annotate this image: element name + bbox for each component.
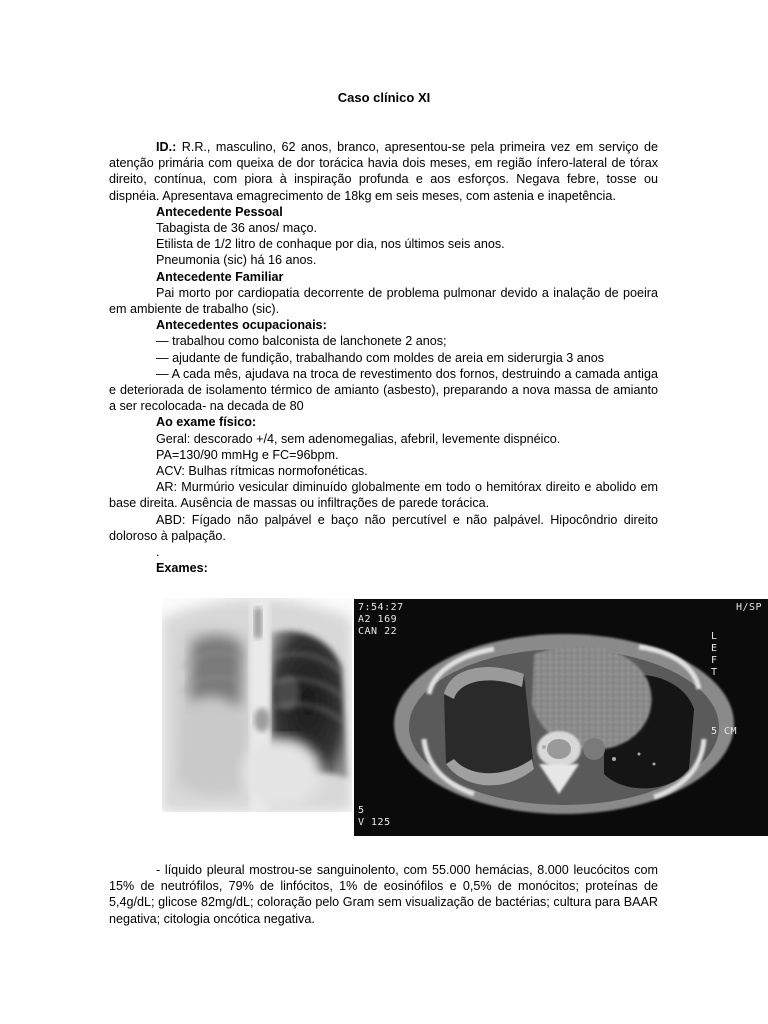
occupational-item: — A cada mês, ajudava na troca de revestimento dos fornos, destruindo a camada antiga e deteriorada de isolamento térmico de amianto (asbesto), preparando a nova massa de amianto a ser recolocada- na decada de 80 — [109, 366, 658, 414]
lab-results — [109, 862, 658, 927]
personal-history-line: Etilista de 1/2 litro de conhaque por dia, nos últimos seis anos. — [156, 237, 505, 252]
exam-line: PA=130/90 mmHg e FC=96bpm. — [156, 447, 339, 462]
occupational-item: — trabalhou como balconista de lanchonete 2 anos; — [156, 334, 447, 349]
page-title: Caso clínico XI — [337, 90, 431, 105]
exam-line: Geral: descorado +/4, sem adenomegalias, afebril, levemente dispnéico. — [156, 431, 561, 446]
pleural-fluid-text: - líquido pleural mostrou-se sanguinolento, com 55.000 hemácias, 8.000 leucócitos com 15% de neutrófilos, 79% de linfócitos, 1% de eosinófilos e 0,5% de monócitos; proteínas de 5,4g/dL; glicose 82mg/dL; coloração pelo Gram sem visualização de bactérias; cultura para BAAR negativa; citologia oncótica negativa. — [109, 863, 658, 926]
exam-line: ACV: Bulhas rítmicas normofonéticas. — [156, 464, 368, 479]
exam-abd: ABD: Fígado não palpável e baço não percutível e não palpável. Hipocôndrio direito doloroso à palpação. — [109, 512, 658, 543]
chest-ct-image — [354, 599, 768, 836]
chest-xray-image — [162, 598, 352, 812]
heading-exame-fisico: Ao exame físico: — [156, 415, 257, 430]
heading-antecedentes-ocupacionais: Antecedentes ocupacionais: — [156, 318, 327, 333]
id-paragraph — [109, 139, 658, 204]
heading-antecedente-familiar: Antecedente Familiar — [156, 269, 284, 284]
heading-exames: Exames: — [156, 561, 208, 576]
family-history-text: Pai morto por cardiopatia decorrente de problema pulmonar devido a inalação de poeira em ambiente de trabalho (sic). — [109, 285, 658, 317]
personal-history-line: Pneumonia (sic) há 16 anos. — [156, 253, 317, 268]
occupational-item: — ajudante de fundição, trabalhando com moldes de areia em siderurgia 3 anos — [156, 350, 605, 365]
ct-info-top-left: 7:54:27 A2 169 CAN 22 — [358, 602, 404, 637]
id-text: R.R., masculino, 62 anos, branco, apresentou-se pela primeira vez em serviço de atenção primária com queixa de dor torácica havia dois meses, em região ínfero-lateral de tórax direito, contínua, com piora à inspiração profunda e aos esforços. Negava febre, tosse ou dispnéia. Apresentava emagrecimento de 18kg em seis meses, com astenia e inapetência. — [109, 140, 658, 203]
case-body — [109, 139, 658, 576]
personal-history-line: Tabagista de 36 anos/ maço. — [156, 221, 318, 236]
exam-ar: AR: Murmúrio vesicular diminuído globalmente em todo o hemitórax direito e abolido em base direita. Ausência de massas ou infiltrações de parede torácica. — [109, 480, 658, 511]
ct-info-bottom-left: 5 V 125 — [358, 805, 391, 828]
id-label: ID.: — [156, 140, 177, 154]
heading-antecedente-pessoal: Antecedente Pessoal — [156, 204, 283, 219]
exam-dot: . — [156, 545, 160, 560]
ct-orientation-label: L E F T — [711, 631, 718, 678]
ct-scale-label: 5 CM — [711, 726, 738, 737]
ct-info-top-right: H/SP — [736, 602, 763, 613]
